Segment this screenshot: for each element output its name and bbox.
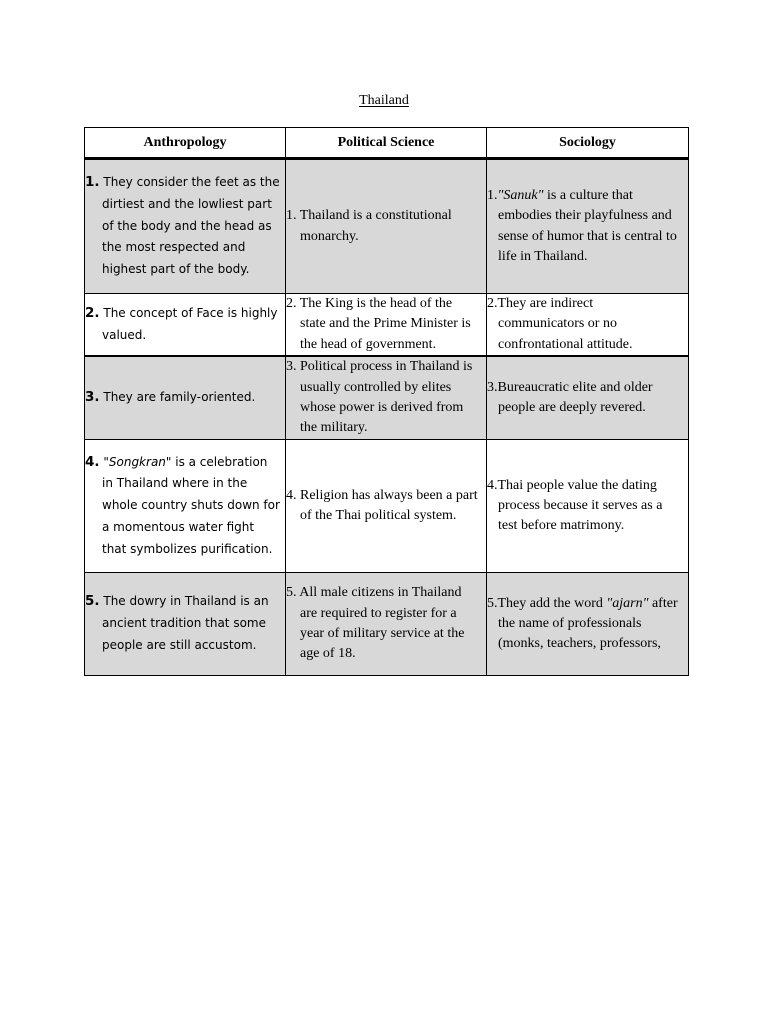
item-number: 1. <box>487 187 498 203</box>
political-science-text: All male citizens in Thailand are required to register for a year of military service at the age of 18. <box>299 585 465 662</box>
table-row <box>85 440 689 573</box>
item-number: 1. <box>286 208 297 224</box>
item-number: 4. <box>286 487 297 503</box>
political-science-cell <box>286 440 487 573</box>
sociology-text: Thai people value the dating process because it serves as a test before matrimony. <box>497 477 663 534</box>
anthropology-cell <box>85 573 286 676</box>
sociology-text: is a culture that embodies their playfulness and sense of humor that is central to life in Thailand. <box>498 187 677 264</box>
header-political-science: Political Science <box>286 128 487 159</box>
anthropology-term: "Songkran" <box>103 454 172 469</box>
table-row <box>85 356 689 440</box>
item-number: 5. <box>85 593 100 610</box>
item-number: 2. <box>487 296 498 312</box>
sociology-text: They are indirect communicators or no confrontational attitude. <box>497 296 633 352</box>
anthropology-cell <box>85 356 286 440</box>
item-number: 2. <box>85 304 100 321</box>
sociology-text-after: after the name of professionals (monks, teachers, professors, <box>498 595 678 652</box>
political-science-text: Political process in Thailand is usually controlled by elites whose power is derived from the military. <box>300 359 473 436</box>
item-number: 3. <box>85 389 100 406</box>
item-number: 5. <box>487 595 498 611</box>
anthropology-text: They are family-oriented. <box>103 390 256 405</box>
sociology-term: "ajarn" <box>606 595 649 611</box>
sociology-cell <box>487 440 689 573</box>
anthropology-cell <box>85 440 286 573</box>
sociology-text: They add the word <box>497 595 607 611</box>
item-number: 4. <box>487 477 498 493</box>
item-number: 3. <box>487 379 498 395</box>
anthropology-text: is a celebration in Thailand where in the whole country shuts down for a momentous water fight that symbolizes purification. <box>102 454 280 556</box>
sociology-text: Bureaucratic elite and older people are deeply revered. <box>497 379 653 415</box>
header-sociology: Sociology <box>487 128 689 159</box>
table-header-row <box>85 128 689 159</box>
anthropology-text: They consider the feet as the dirtiest and the lowliest part of the body and the head as the most respected and highest part of the body. <box>102 175 280 277</box>
sociology-cell <box>487 159 689 294</box>
sociology-cell <box>487 573 689 676</box>
political-science-cell <box>286 356 487 440</box>
item-number: 1. <box>85 174 100 191</box>
document-title: Thailand <box>359 93 409 108</box>
political-science-text: Religion has always been a part of the Thai political system. <box>300 487 478 523</box>
political-science-text: The King is the head of the state and the Prime Minister is the head of government. <box>299 296 471 352</box>
political-science-cell <box>286 573 487 676</box>
political-science-text: Thailand is a constitutional monarchy. <box>299 208 452 244</box>
political-science-cell <box>286 159 487 294</box>
political-science-cell <box>286 294 487 357</box>
anthropology-cell <box>85 294 286 357</box>
sociology-cell <box>487 294 689 357</box>
item-number: 4. <box>85 453 100 470</box>
anthropology-text: The concept of Face is highly valued. <box>102 305 278 342</box>
table-row <box>85 159 689 294</box>
sociology-term: "Sanuk" <box>497 187 544 203</box>
anthropology-text: The dowry in Thailand is an ancient tradition that some people are still accustom. <box>102 594 269 652</box>
item-number: 5. <box>286 585 297 601</box>
comparison-table <box>84 127 689 676</box>
table-row <box>85 573 689 676</box>
table-row <box>85 294 689 357</box>
sociology-cell <box>487 356 689 440</box>
header-anthropology: Anthropology <box>85 128 286 159</box>
item-number: 3. <box>286 359 297 375</box>
item-number: 2. <box>286 296 297 312</box>
anthropology-cell <box>85 159 286 294</box>
